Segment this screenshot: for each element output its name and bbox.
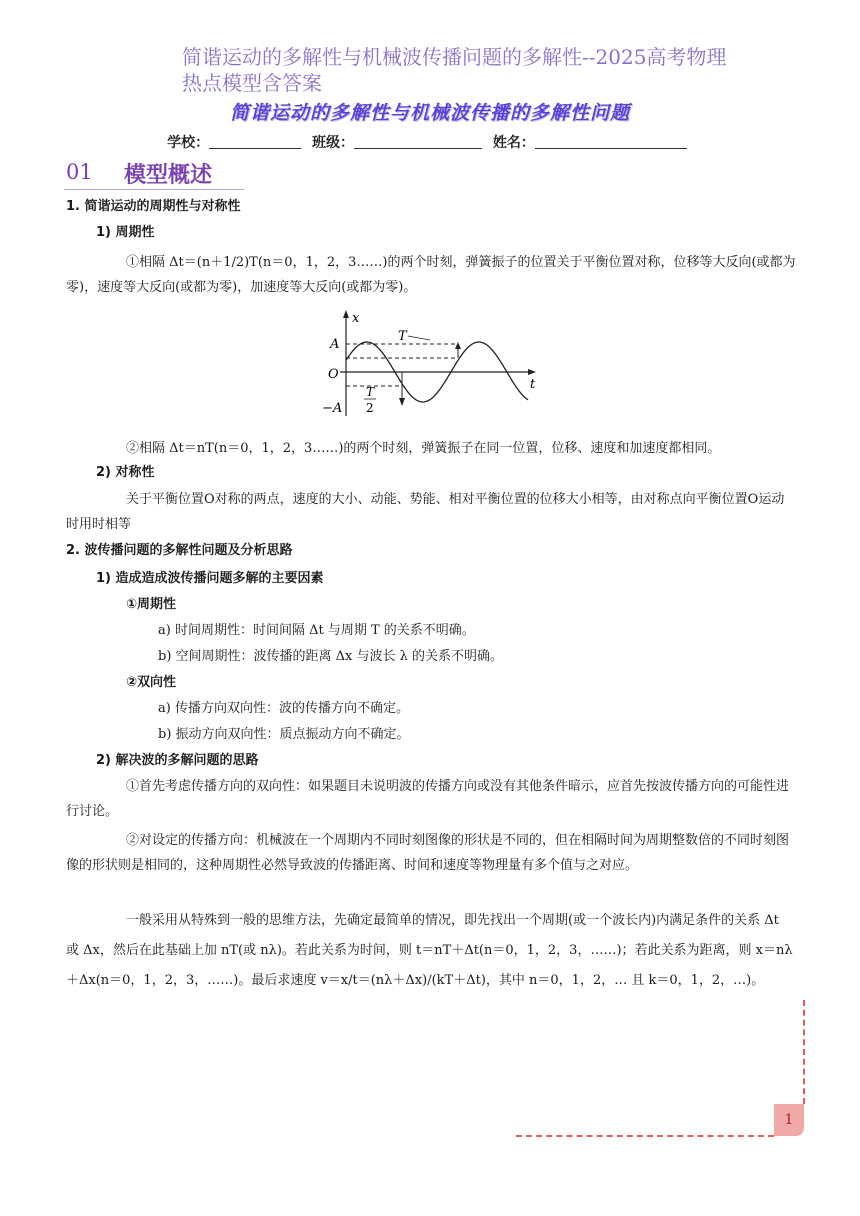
axis-x-label: x xyxy=(352,311,360,326)
school-label: 学校： xyxy=(167,135,210,151)
paragraph-direction: ①首先考虑传播方向的双向性：如果题目未说明波的传播方向或没有其他条件暗示，应首先按波传播方向的可能性进行讨论。 xyxy=(66,779,790,819)
period-label: T xyxy=(398,329,407,344)
paragraph-periodicity-1: ①相隔 Δt＝(n＋1/2)T(n＝0，1，2，3……)的两个时刻，弹簧振子的位置关于平衡位置对称，位移等大反向(或都为零)，速度等大反向(或都为零)，加速度等大反向(或都为零)。 xyxy=(66,255,796,295)
school-blank[interactable] xyxy=(209,134,301,149)
heading-2-1: 1) 造成造成波传播问题多解的主要因素 xyxy=(96,571,324,586)
item-propagation-direction: a) 传播方向双向性：波的传播方向不确定。 xyxy=(158,701,409,716)
class-label: 班级： xyxy=(312,135,354,151)
section-divider xyxy=(64,189,244,190)
heading-1: 1. 简谐运动的周期性与对称性 xyxy=(66,199,241,214)
paragraph-periodicity-2: ②相隔 Δt＝nT(n＝0，1，2，3……)的两个时刻，弹簧振子在同一位置，位移、速度和加速度都相同。 xyxy=(126,441,721,456)
page-number: 1 xyxy=(774,1104,804,1136)
document-title: 简谐运动的多解性与机械波传播问题的多解性--2025高考物理热点模型含答案 xyxy=(182,45,727,95)
half-period-numerator: T xyxy=(366,385,375,399)
amplitude-label: A xyxy=(330,337,340,352)
half-period-denominator: 2 xyxy=(366,401,374,415)
item-time-periodicity: a) 时间周期性：时间间隔 Δt 与周期 T 的关系不明确。 xyxy=(158,623,475,638)
axis-t-label: t xyxy=(530,377,536,392)
student-info-fields xyxy=(0,132,860,152)
heading-bidirectional: ②双向性 xyxy=(126,675,177,690)
heading-1-1: 1) 周期性 xyxy=(96,225,155,240)
item-vibration-direction: b) 振动方向双向性：质点振动方向不确定。 xyxy=(158,727,410,742)
page-corner-border-horizontal xyxy=(516,1135,774,1137)
section-title: 模型概述 xyxy=(124,163,213,188)
neg-amplitude-label: −A xyxy=(322,401,343,416)
item-space-periodicity: b) 空间周期性：波传播的距离 Δx 与波长 λ 的关系不明确。 xyxy=(158,649,504,664)
banner-title: 简谐运动的多解性与机械波传播的多解性问题 xyxy=(229,102,630,124)
origin-label: O xyxy=(328,367,339,382)
heading-periodicity: ①周期性 xyxy=(126,597,177,612)
section-number: 01 xyxy=(66,160,93,184)
paragraph-method: 一般采用从特殊到一般的思维方法，先确定最简单的情况，即先找出一个周期(或一个波长内)内满足条件的关系 Δt 或 Δx，然后在此基础上加 nT(或 nλ)。若此关系为时间，则 t＝nT＋Δt(n＝0，1，2，3，……)；若此关系为距离，则 x＝nλ＋Δx(n＝0，1，2，3，……)。最后求速度 v＝x/t＝(nλ＋Δx)/(kT＋Δt)，其中 n＝0，1，2，… 且 k＝0，1，2，…)。 xyxy=(66,913,793,988)
name-blank[interactable] xyxy=(535,134,687,149)
oscillation-figure xyxy=(318,308,548,420)
class-blank[interactable] xyxy=(354,134,482,149)
heading-2: 2. 波传播问题的多解性问题及分析思路 xyxy=(66,543,293,558)
heading-2-2: 2) 解决波的多解问题的思路 xyxy=(96,753,259,768)
name-label: 姓名： xyxy=(492,135,535,151)
heading-1-2: 2) 对称性 xyxy=(96,465,155,480)
paragraph-symmetry: 关于平衡位置O对称的两点，速度的大小、动能、势能、相对平衡位置的位移大小相等，由对称点向平衡位置O运动时用时相等 xyxy=(66,492,785,532)
page-corner-border-vertical xyxy=(803,1000,805,1104)
paragraph-periodic-shape: ②对设定的传播方向：机械波在一个周期内不同时刻图像的形状是不同的，但在相隔时间为周期整数倍的不同时刻图像的形状则是相同的，这种周期性必然导致波的传播距离、时间和速度等物理量有多个值与之对应。 xyxy=(66,833,790,873)
